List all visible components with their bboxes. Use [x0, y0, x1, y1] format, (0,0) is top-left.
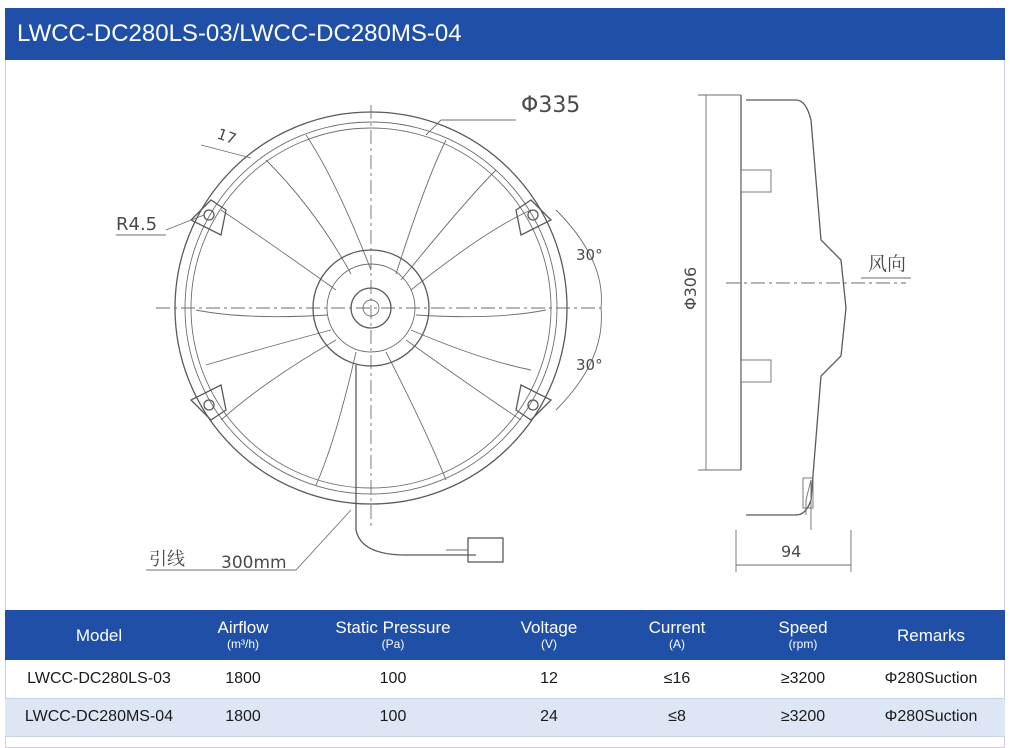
fan-drawing-svg	[6, 60, 1004, 610]
spec-table	[5, 610, 1005, 737]
technical-drawing	[6, 60, 1004, 610]
col-unit-voltage: (V)	[541, 637, 557, 651]
side-view	[681, 95, 911, 572]
front-view	[116, 93, 603, 573]
side-lug-bottom	[741, 360, 771, 382]
lead-wire-length: 300mm	[221, 553, 287, 573]
dim-leader-lead-wire	[296, 510, 351, 570]
cell-voltage: 12	[493, 660, 605, 698]
col-header-voltage	[493, 610, 605, 660]
cell-model: LWCC-DC280LS-03	[5, 660, 193, 698]
col-header-static-pressure	[293, 610, 493, 660]
col-unit-current: (A)	[669, 637, 685, 651]
cell-remarks: Φ280Suction	[857, 660, 1005, 698]
col-header-current	[605, 610, 749, 660]
cell-voltage: 24	[493, 698, 605, 736]
cell-airflow: 1800	[193, 698, 293, 736]
dim-outer-diameter: Φ335	[521, 93, 581, 118]
dim-radius: R4.5	[116, 214, 158, 235]
col-header-model	[5, 610, 193, 660]
cell-static-pressure: 100	[293, 660, 493, 698]
dim-angle-bottom: 30°	[576, 356, 603, 374]
cell-current: ≤8	[605, 698, 749, 736]
side-frame-profile	[746, 100, 846, 515]
cell-airflow: 1800	[193, 660, 293, 698]
col-unit-speed: (rpm)	[788, 637, 818, 651]
col-label-voltage: Voltage	[520, 618, 578, 637]
cell-model: LWCC-DC280MS-04	[5, 698, 193, 736]
col-header-airflow	[193, 610, 293, 660]
table-row	[5, 660, 1005, 698]
lead-wire	[356, 365, 476, 555]
col-unit-static-pressure: (Pa)	[381, 637, 405, 651]
table-header-row	[5, 610, 1005, 660]
wire-connector	[468, 538, 503, 562]
col-label-speed: Speed	[778, 618, 828, 637]
dim-leader-radius	[166, 215, 204, 230]
col-label-model: Model	[75, 625, 123, 645]
col-label-remarks: Remarks	[896, 625, 965, 645]
col-label-static-pressure: Static Pressure	[335, 618, 451, 637]
lead-wire-label: 引线	[149, 549, 185, 570]
side-lug-top	[741, 170, 771, 192]
col-header-remarks	[857, 610, 1005, 660]
page-title: LWCC-DC280LS-03/LWCC-DC280MS-04	[17, 20, 462, 47]
col-label-current: Current	[648, 618, 706, 637]
dim-slot: 17	[214, 124, 239, 149]
dim-line-slot	[201, 145, 251, 158]
airflow-direction-label: 风向	[868, 253, 907, 275]
col-header-speed	[749, 610, 857, 660]
cell-current: ≤16	[605, 660, 749, 698]
dim-angle-top: 30°	[576, 246, 603, 264]
col-unit-airflow: (m³/h)	[227, 637, 259, 651]
cell-static-pressure: 100	[293, 698, 493, 736]
dim-depth: 94	[781, 542, 802, 561]
col-label-airflow: Airflow	[217, 618, 269, 637]
title-bar	[5, 8, 1005, 60]
cell-remarks: Φ280Suction	[857, 698, 1005, 736]
dim-height: Φ306	[681, 266, 700, 310]
cell-speed: ≥3200	[749, 698, 857, 736]
table-row	[5, 698, 1005, 736]
cell-speed: ≥3200	[749, 660, 857, 698]
